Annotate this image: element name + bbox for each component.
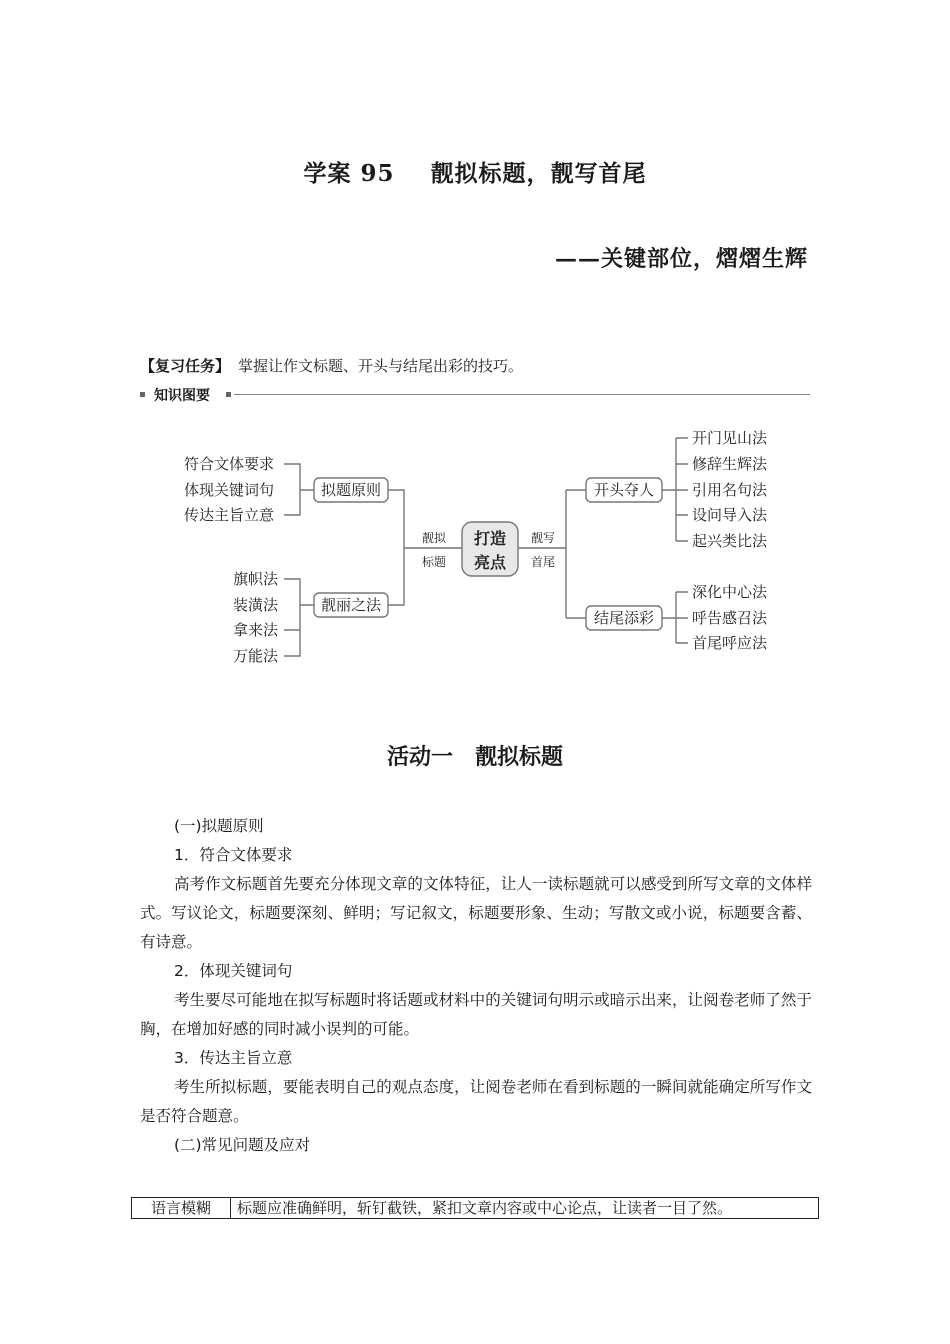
activity-title: 靓拟标题 <box>475 745 564 770</box>
paragraph: 考生所拟标题，要能表明自己的观点态度，让阅卷老师在看到标题的一瞬间就能确定所写作文是否符合题意。 <box>140 1078 812 1125</box>
sub-heading: 3．传达主旨立意 <box>174 1049 293 1067</box>
title-main: 靓拟标题，靓写首尾 <box>430 160 647 187</box>
map-item: 呼告感召法 <box>692 609 768 627</box>
node-ending: 结尾添彩 <box>593 609 655 627</box>
sub-heading: 2．体现关键词句 <box>174 962 293 980</box>
map-item: 引用名句法 <box>692 481 768 499</box>
map-item: 起兴类比法 <box>692 532 768 550</box>
branch-label: 首尾 <box>530 555 556 569</box>
table-cell-problem: 语言模糊 <box>132 1198 231 1219</box>
map-item: 传达主旨立意 <box>184 506 275 524</box>
knowledge-map-header <box>140 385 810 405</box>
map-item: 深化中心法 <box>692 583 768 601</box>
divider <box>234 394 810 395</box>
map-item: 旗帜法 <box>233 570 279 588</box>
map-item: 装潢法 <box>233 596 279 614</box>
node-beautiful-methods: 靓丽之法 <box>320 596 382 614</box>
map-item: 开门见山法 <box>692 429 768 447</box>
branch-label: 靓写 <box>530 531 556 545</box>
section-heading: (二)常见问题及应对 <box>174 1136 311 1154</box>
sub-heading: 1．符合文体要求 <box>174 846 293 864</box>
title-prefix: 学案 95 <box>303 160 395 187</box>
map-item: 修辞生辉法 <box>692 455 768 473</box>
paragraph: 高考作文标题首先要充分体现文章的文体特征，让人一读标题就可以感受到所写文章的文体样式。写议论文，标题要深刻、鲜明；写记叙文，标题要形象、生动；写散文或小说，标题要含蓄、有诗意。 <box>140 875 812 951</box>
center-node-line: 亮点 <box>473 553 507 572</box>
bullet-square-icon <box>226 392 231 397</box>
activity-number: 活动一 <box>386 745 453 770</box>
node-title-principles: 拟题原则 <box>320 481 382 499</box>
map-item: 万能法 <box>233 647 279 665</box>
branch-label: 标题 <box>421 555 447 569</box>
page-subtitle: ——关键部位，熠熠生辉 <box>554 246 808 272</box>
branch-label: 靓拟 <box>421 531 447 545</box>
map-item: 体现关键词句 <box>184 481 275 499</box>
center-node-line: 打造 <box>473 529 507 548</box>
page-title <box>0 155 950 188</box>
knowledge-map-heading: 知识图要 <box>154 388 210 404</box>
node-opening: 开头夺人 <box>593 481 655 499</box>
table-row <box>132 1198 819 1219</box>
review-task-label: 【复习任务】 <box>140 357 231 375</box>
map-item: 首尾呼应法 <box>692 634 768 652</box>
map-item: 拿来法 <box>233 621 279 639</box>
bullet-square-icon <box>140 392 145 397</box>
content-body <box>140 812 812 1160</box>
review-task <box>140 355 523 376</box>
issues-table <box>131 1197 819 1219</box>
section-heading: (一)拟题原则 <box>174 817 264 835</box>
paragraph: 考生要尽可能地在拟写标题时将话题或材料中的关键词句明示或暗示出来，让阅卷老师了然于胸，在增加好感的同时减小误判的可能。 <box>140 991 812 1038</box>
review-task-text: 掌握让作文标题、开头与结尾出彩的技巧。 <box>238 357 524 375</box>
map-item: 设问导入法 <box>692 506 768 524</box>
activity-heading <box>0 740 950 771</box>
map-item: 符合文体要求 <box>184 455 275 473</box>
knowledge-mind-map <box>0 420 950 680</box>
table-cell-solution: 标题应准确鲜明，斩钉截铁，紧扣文章内容或中心论点，让读者一目了然。 <box>231 1198 819 1219</box>
